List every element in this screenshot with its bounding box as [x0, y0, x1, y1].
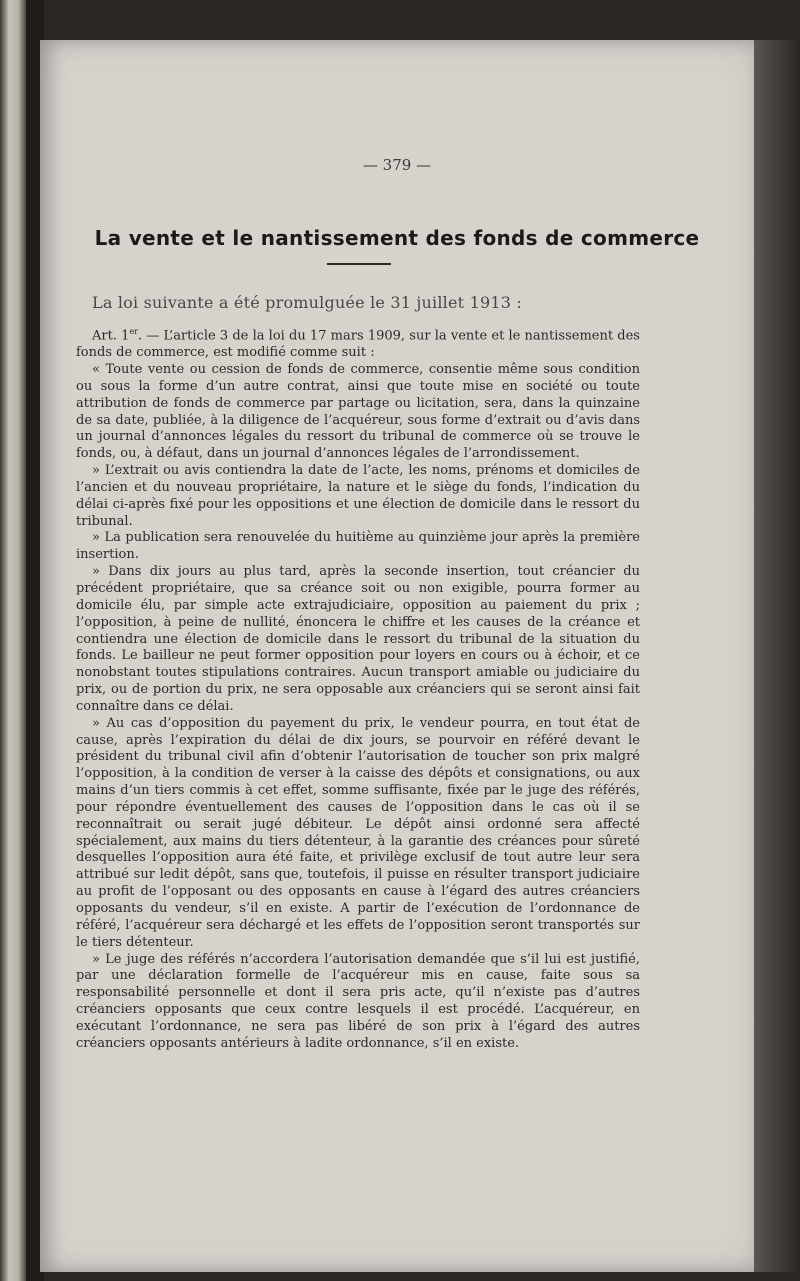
paragraph: » Dans dix jours au plus tard, après la seconde insertion, tout créancier du précédent propriétaire, que sa créance soit ou non exigible, pourra former au domicile élu, par simple acte extrajudiciaire, opposition au paiement du prix ; l’opposition, à peine de nullité, énoncera le chiffre et les causes de la créance et contiendra une élection de domicile dans le ressort du tribunal de la situation du fonds. Le bailleur ne peut former opposition pour loyers en cours ou à échoir, et ce nonobstant toutes stipulations contraires. Aucun transport amiable ou judiciaire du prix, ou de portion du prix, ne sera opposable aux créanciers qui se seront ainsi fait connaître dans ce délai.: [76, 564, 640, 714]
page-number: — 379 —: [362, 156, 432, 174]
paragraph: » L’extrait ou avis contiendra la date de l’acte, les noms, prénoms et domiciles de l’ancien et du nouveau propriétaire, la nature et le siège du fonds, l’indication du délai ci-après fixé pour les oppositions et une élection de domicile dans le ressort du tribunal.: [76, 463, 640, 529]
paragraph: » Le juge des référés n’accordera l’autorisation demandée que s’il lui est justifié, par une déclaration formelle de l’acquéreur mis en cause, faite sous sa responsabilité personnelle et dont il sera pris acte, qu’il n’existe pas d’autres créanciers opposants que ceux contre lesquels il est procédé. L’acquéreur, en exécutant l’ordonnance, ne sera pas libéré de son prix à l’égard des autres créanciers opposants antérieurs à ladite ordonnance, s’il en existe.: [76, 951, 640, 1051]
paragraph: « Toute vente ou cession de fonds de commerce, consentie même sous condition ou sous la forme d’un autre contrat, ainsi que toute mise en société ou toute attribution de fonds de commerce par partage ou licitation, sera, dans la quinzaine de sa date, publiée, à la diligence de l’acquéreur, sous forme d’extrait ou d’avis dans un journal d’annonces légales du ressort du tribunal de commerce où se trouve le fonds, ou, à défaut, dans un journal d’annonces légales de l’arrondissement.: [76, 362, 640, 462]
article-body: [76, 324, 640, 1053]
document-page: [40, 40, 754, 1272]
previous-page-edge: [0, 0, 26, 1281]
page-right-edge: [754, 40, 800, 1272]
article-text: . — L’article 3 de la loi du 17 mars 1909, sur la vente et le nantissement des fonds de commerce, est modifié comme suit :: [76, 328, 640, 361]
paragraph: » Au cas d’opposition du payement du prix, le vendeur pourra, en tout état de cause, après l’expiration du délai de dix jours, se pourvoir en référé devant le président du tribunal civil afin d’obtenir l’autorisation de toucher son prix malgré l’opposition, à la condition de verser à la caisse des dépôts et consignations, ou aux mains d’un tiers commis à cet effet, somme suffisante, fixée par le juge des référés, pour répondre éventuellement des causes de l’opposition dans le cas où il se reconnaîtrait ou serait jugé débiteur. Le dépôt ainsi ordonné sera affecté spécialement, aux mains du tiers détenteur, à la garantie des créances pour sûreté desquelles l’opposition aura été faite, et privilège exclusif de tout autre leur sera attribué sur ledit dépôt, sans que, toutefois, il puisse en résulter transport judiciaire au profit de l’opposant ou des opposants en cause à l’égard des autres créanciers opposants du vendeur, s’il en existe. A partir de l’exécution de l’ordonnance de référé, l’acquéreur sera déchargé et les effets de l’opposition seront transportés sur le tiers détenteur.: [76, 715, 640, 950]
article-superscript: er: [129, 327, 138, 336]
article-heading: [76, 324, 640, 362]
intro-line: La loi suivante a été promulguée le 31 juillet 1913 :: [92, 293, 522, 312]
page-title: La vente et le nantissement des fonds de commerce: [94, 226, 700, 250]
title-divider: [327, 263, 391, 265]
paragraph: » La publication sera renouvelée du huitième au quinzième jour après la première insertion.: [76, 530, 640, 563]
article-prefix: Art. 1: [92, 328, 130, 344]
